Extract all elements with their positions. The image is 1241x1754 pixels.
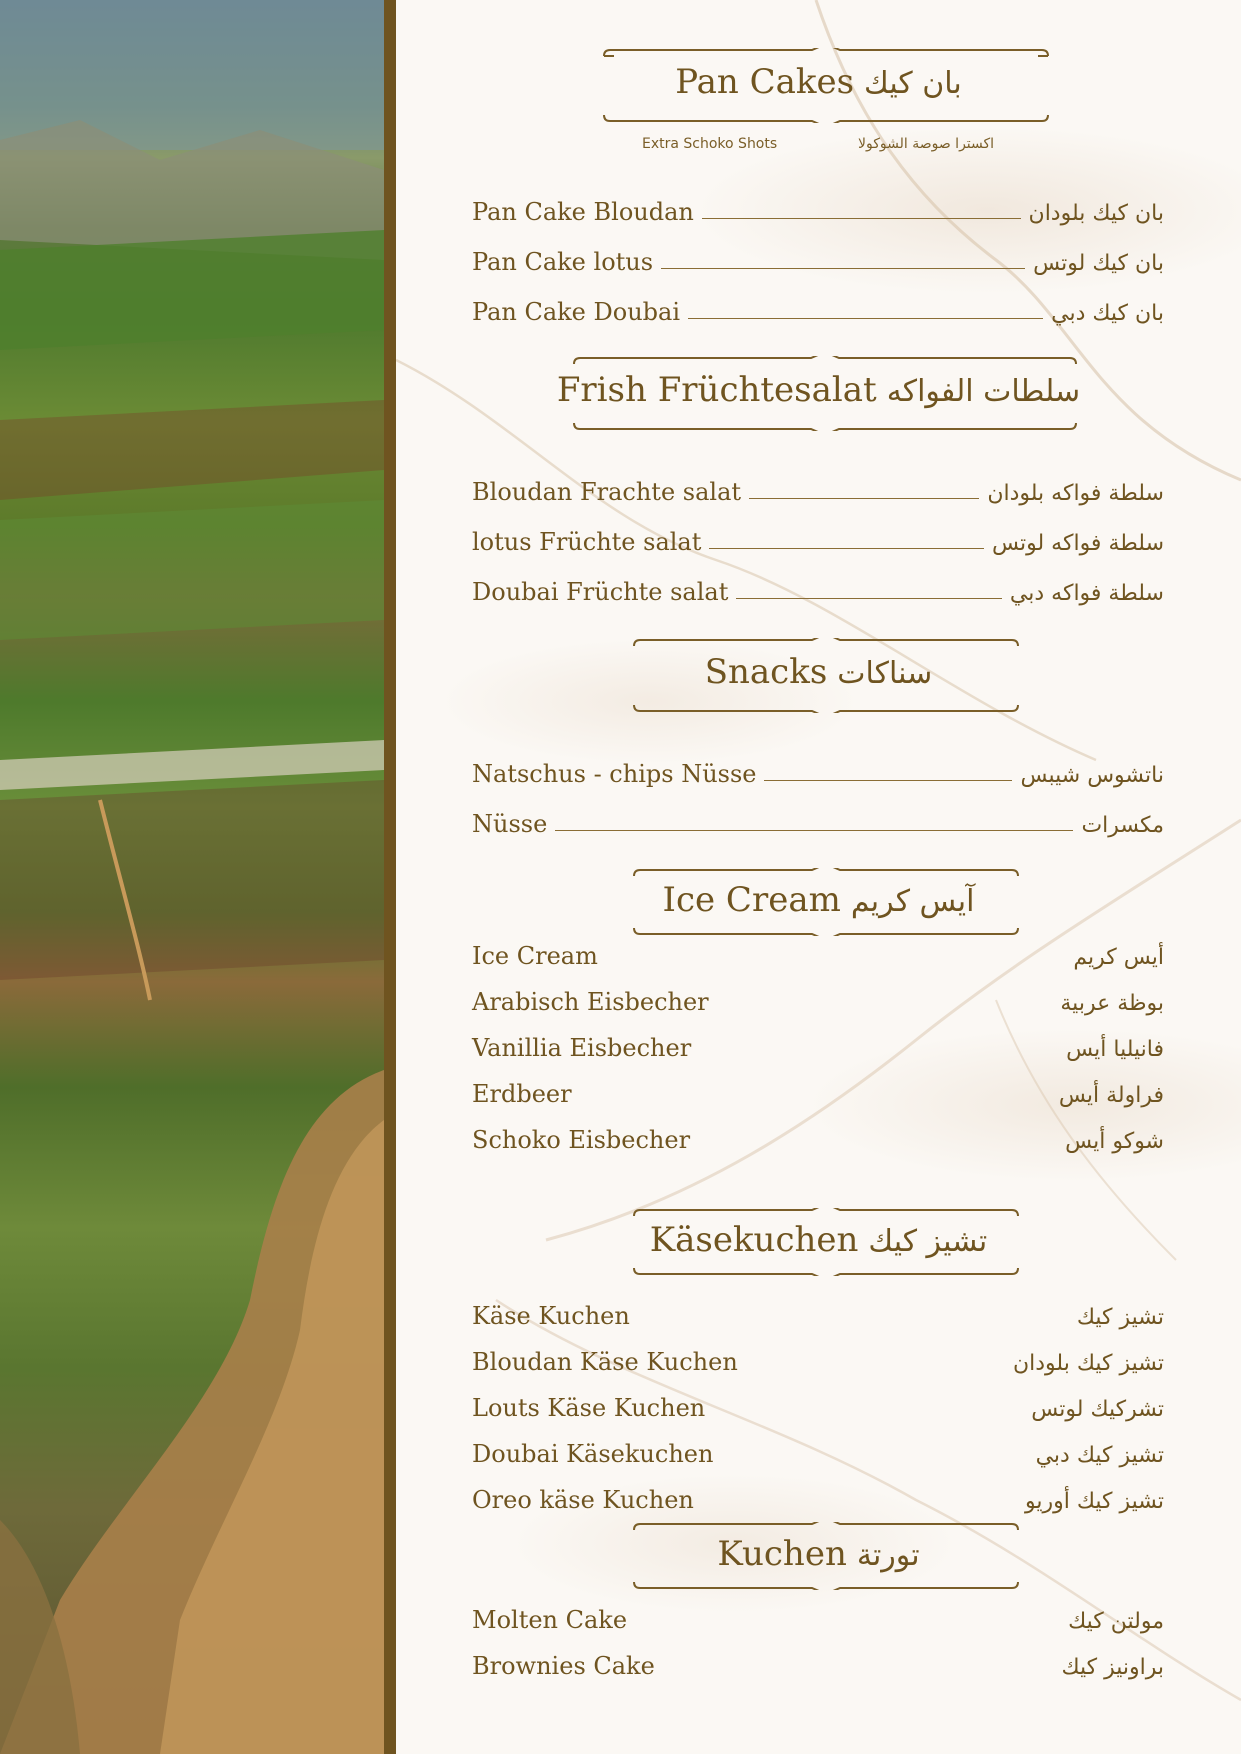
title-german: Käsekuchen: [649, 1220, 859, 1260]
item-name-german: Schoko Eisbecher: [472, 1126, 691, 1154]
vertical-divider: [384, 0, 396, 1754]
title-arabic: تشيز كيك: [868, 1224, 988, 1259]
menu-item: [472, 292, 1164, 326]
section-cheesecake: [396, 1208, 1241, 1276]
leader-line: [764, 780, 1012, 781]
menu-item: [472, 522, 1164, 556]
item-name-german: Brownies Cake: [472, 1652, 655, 1680]
item-name-arabic: بان كيك لوتس: [1033, 251, 1164, 276]
section-ice-cream: [396, 868, 1241, 936]
menu-item: [472, 754, 1164, 788]
menu-item: [472, 242, 1164, 276]
item-name-arabic: مولتن كيك: [1068, 1609, 1164, 1634]
item-name-german: lotus Früchte salat: [472, 528, 702, 556]
menu-item: [472, 1342, 1164, 1376]
item-name-arabic: ناتشوس شيبس: [1020, 763, 1164, 788]
title-arabic: تورتة: [856, 1538, 920, 1573]
menu-item: [472, 982, 1164, 1016]
item-name-arabic: بان كيك دبي: [1051, 301, 1164, 326]
item-name-arabic: فراولة أيس: [1058, 1083, 1164, 1108]
item-name-german: Bloudan Frachte salat: [472, 478, 742, 506]
section-title: [396, 1534, 1241, 1574]
menu-item: [472, 1388, 1164, 1422]
menu-item: [472, 1480, 1164, 1514]
item-name-arabic: مكسرات: [1081, 813, 1164, 838]
item-name-arabic: براونيز كيك: [1061, 1655, 1164, 1680]
item-name-german: Arabisch Eisbecher: [472, 988, 709, 1016]
item-name-arabic: سلطة فواكه دبي: [1009, 581, 1164, 606]
item-name-german: Pan Cake lotus: [472, 248, 654, 276]
item-name-german: Oreo käse Kuchen: [472, 1486, 694, 1514]
section-title: [396, 370, 1241, 410]
item-name-arabic: تشركيك لوتس: [1031, 1397, 1164, 1422]
item-name-arabic: بوظة عربية: [1060, 991, 1164, 1016]
item-name-german: Louts Käse Kuchen: [472, 1394, 706, 1422]
title-german: Frish Früchtesalat: [556, 370, 877, 410]
item-name-german: Bloudan Käse Kuchen: [472, 1348, 738, 1376]
title-arabic: بان كيك: [864, 66, 962, 101]
item-name-arabic: سلطة فواكه لوتس: [991, 531, 1164, 556]
section-title: [396, 652, 1241, 692]
item-name-german: Molten Cake: [472, 1606, 628, 1634]
item-name-arabic: أيس كريم: [1073, 945, 1164, 970]
title-arabic: سلطات الفواكه: [886, 374, 1081, 409]
menu-item: [472, 572, 1164, 606]
extra-note-arabic: اكسترا صوصة الشوكولا: [858, 136, 995, 152]
title-german: Ice Cream: [662, 880, 841, 920]
section-title: [396, 1220, 1241, 1260]
item-name-arabic: فانيليا أيس: [1066, 1037, 1164, 1062]
extra-note-german: Extra Schoko Shots: [642, 136, 778, 152]
menu-item: [472, 1296, 1164, 1330]
leader-line: [749, 498, 979, 499]
title-arabic: آيس كريم: [850, 884, 975, 919]
item-name-arabic: شوكو أيس: [1065, 1129, 1164, 1154]
section-title: [396, 62, 1241, 102]
section-pancakes: [396, 48, 1241, 123]
item-name-german: Pan Cake Bloudan: [472, 198, 694, 226]
title-german: Kuchen: [717, 1534, 847, 1574]
item-name-arabic: تشيز كيك: [1076, 1305, 1164, 1330]
item-name-arabic: تشيز كيك دبي: [1035, 1443, 1164, 1468]
item-name-german: Käse Kuchen: [472, 1302, 630, 1330]
title-arabic: سناكات: [837, 656, 933, 691]
item-name-german: Natschus - chips Nüsse: [472, 760, 757, 788]
menu-item: [472, 804, 1164, 838]
title-german: Pan Cakes: [675, 62, 855, 102]
section-snacks: [396, 638, 1241, 713]
item-name-german: Doubai Früchte salat: [472, 578, 729, 606]
item-name-german: Vanillia Eisbecher: [472, 1034, 692, 1062]
item-name-german: Erdbeer: [472, 1080, 572, 1108]
section-cake: [396, 1522, 1241, 1590]
leader-line: [688, 318, 1043, 319]
menu-item: [472, 936, 1164, 970]
item-name-german: Doubai Käsekuchen: [472, 1440, 714, 1468]
menu-item: [472, 1074, 1164, 1108]
item-name-arabic: سلطة فواكه بلودان: [987, 481, 1164, 506]
menu-item: [472, 1028, 1164, 1062]
landscape-photo: [0, 0, 384, 1754]
item-name-german: Nüsse: [472, 810, 548, 838]
item-name-arabic: تشيز كيك بلودان: [1012, 1351, 1164, 1376]
leader-line: [736, 598, 1002, 599]
menu-panel: [396, 0, 1241, 1754]
title-german: Snacks: [704, 652, 828, 692]
menu-item: [472, 1434, 1164, 1468]
menu-item: [472, 192, 1164, 226]
landscape-illustration: [0, 0, 384, 1754]
menu-item: [472, 472, 1164, 506]
leader-line: [709, 548, 984, 549]
item-name-german: Pan Cake Doubai: [472, 298, 681, 326]
section-fruit-salads: [396, 356, 1241, 431]
leader-line: [702, 218, 1021, 219]
menu-item: [472, 1646, 1164, 1680]
item-name-german: Ice Cream: [472, 942, 598, 970]
section-title: [396, 880, 1241, 920]
menu-item: [472, 1600, 1164, 1634]
item-name-arabic: بان كيك بلودان: [1028, 201, 1164, 226]
leader-line: [661, 268, 1025, 269]
item-name-arabic: تشيز كيك أوريو: [1024, 1489, 1164, 1514]
menu-item: [472, 1120, 1164, 1154]
leader-line: [555, 830, 1073, 831]
